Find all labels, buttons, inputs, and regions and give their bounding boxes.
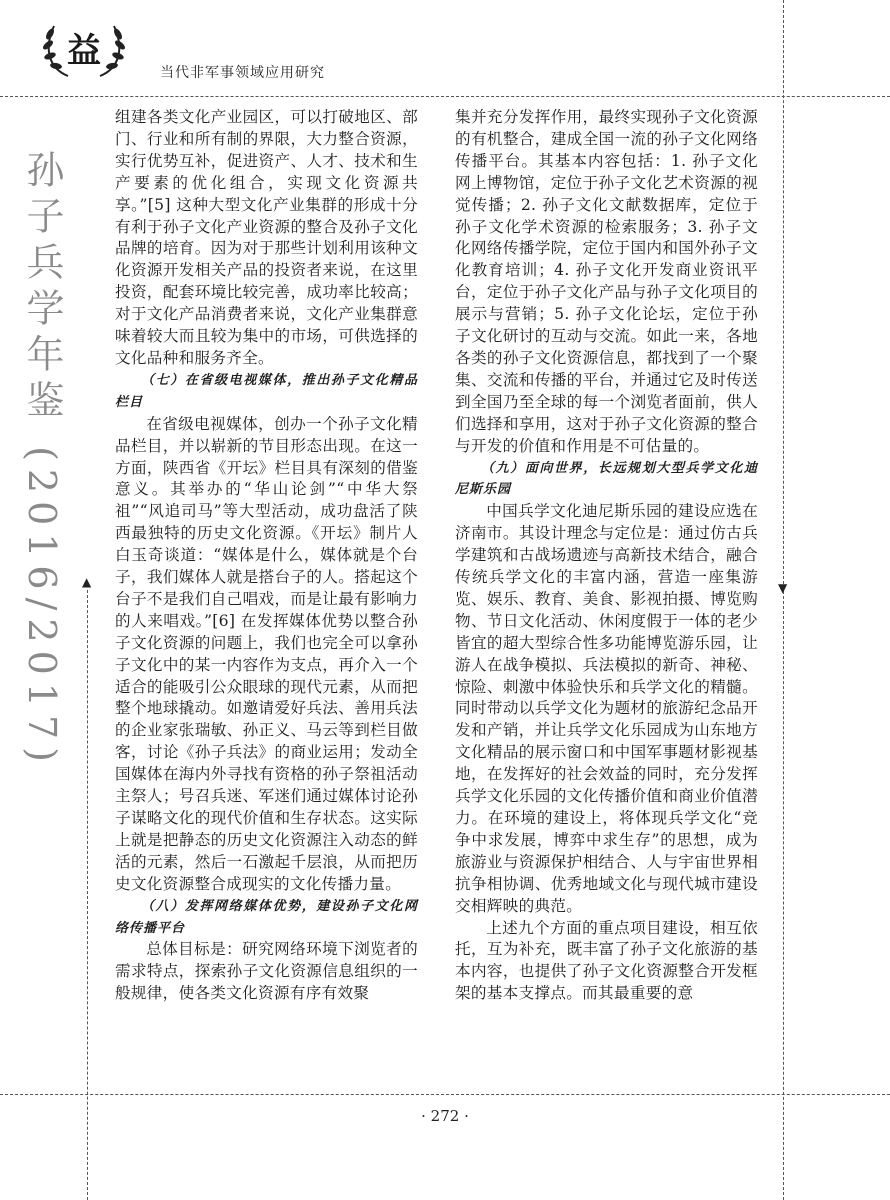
body-paragraph: 组建各类文化产业园区，可以打破地区、部门、行业和所有制的界限，大力整合资源，实行优势互补，促进资产、人才、技术和生产要素的优化组合，实现文化资源共享。”[5] 这种大型文化产业集群的形成十分有利于孙子文化产业资源的整合及孙子文化品牌的培育。因为对于那些计划利用该种文化资源开发相关产品的投资者来说，在这里投资，配套环境比较完善，成功率比较高；对于文化产品消费者来说，文化产业集群意味着较大而且较为集中的市场，可供选择的文化品种和服务齐全。	[115, 108, 418, 367]
arrow-up-icon: ▲	[82, 575, 92, 589]
header-rule	[0, 96, 890, 97]
right-margin-rule	[783, 0, 784, 1200]
section-heading: （七）在省级电视媒体，推出孙子文化精品栏目	[115, 372, 418, 410]
book-title-vertical: 孙子兵学年鉴 (2016/2017)	[20, 150, 64, 770]
body-paragraph: 上述九个方面的重点项目建设，相互依托，互为补充，既丰富了孙子文化旅游的基本内容，也提供了孙子文化资源整合开发框架的基本支撑点。而其最重要的意	[455, 918, 758, 1003]
right-text-column	[455, 107, 758, 1005]
body-paragraph: 在省级电视媒体，创办一个孙子文化精品栏目，并以崭新的节目形态出现。在这一方面，陕西省《开坛》栏目具有深刻的借鉴意义。其举办的“华山论剑”“中华大祭祖”“风追司马”等大型活动，成功盘活了陕西最独特的历史文化资源。《开坛》制片人白玉奇谈道：“媒体是什么，媒体就是个台子，我们媒体人就是搭台子的人。搭起这个台子不是我们自己唱戏，而是让最有影响力的人来唱戏。”[6] 在发挥媒体优势以整合孙子文化资源的问题上，我们也完全可以拿孙子文化中的某一内容作为支点，再介入一个适合的能吸引公众眼球的现代元素，从而把整个地球撬动。如邀请爱好兵法、善用兵法的企业家张瑞敏、孙正义、马云等到栏目做客，讨论《孙子兵法》的商业运用；发动全国媒体在海内外寻找有资格的孙子祭祖活动主祭人；号召兵迷、军迷们通过媒体讨论孙子谋略文化的现代价值和生存状态。这实际上就是把静态的历史文化资源注入动态的鲜活的元素，然后一石激起千层浪，从而把历史文化资源整合成现实的文化传播力量。	[115, 414, 418, 893]
left-text-column	[115, 107, 418, 1005]
page-number: · 272 ·	[421, 1107, 469, 1125]
logo-character: 益	[67, 31, 101, 71]
section-heading: （八）发挥网络媒体优势，建设孙子文化网络传播平台	[115, 898, 418, 936]
body-paragraph: 中国兵学文化迪尼斯乐园的建设应选在济南市。其设计理念与定位是：通过仿古兵学建筑和古战场遗迹与高新技术结合，融合传统兵学文化的丰富内涵，营造一座集游览、娱乐、教育、美食、影视拍摄、博览购物、节日文化活动、休闲度假于一体的老少皆宜的超大型综合性多功能博览游乐园，让游人在战争模拟、兵法模拟的新奇、神秘、惊险、刺激中体验快乐和兵学文化的精髓。同时带动以兵学文化为题材的旅游纪念品开发和产销，并让兵学文化乐园成为山东地方文化精品的展示窗口和中国军事题材影视基地，在发挥好的社会效益的同时，充分发挥兵学文化乐园的文化传播价值和商业价值潜力。在环境的建设上，将体现兵学文化“竞争中求发展，博弈中求生存”的思想，成为旅游业与资源保护相结合、人与宇宙世界相抗争相协调、优秀地域文化与现代城市建设交相辉映的典范。	[455, 502, 758, 915]
body-paragraph: 集并充分发挥作用，最终实现孙子文化资源的有机整合，建成全国一流的孙子文化网络传播平台。其基本内容包括：1. 孙子文化网上博物馆，定位于孙子文化艺术资源的视觉传播；2. 孙子文化文献数据库，定位于孙子文化学术资源的检索服务；3. 孙子文化网络传播学院，定位于国内和国外孙子文化教育培训；4. 孙子文化开发商业资讯平台，定位于孙子文化产品与孙子文化项目的展示与营销；5. 孙子文化论坛，定位于孙子文化研讨的互动与交流。如此一来，各地各类的孙子文化资源信息，都找到了一个聚集、交流和传播的平台，并通过它及时传送到全国乃至全球的每一个浏览者面前，供人们选择和享用，这对于孙子文化资源的整合与开发的价值和作用是不可估量的。	[455, 108, 758, 455]
running-header-title: 当代非军事领域应用研究	[160, 65, 325, 81]
laurel-logo-icon	[38, 18, 130, 80]
footer-rule	[0, 1094, 890, 1095]
arrow-down-icon: ▼	[778, 581, 788, 595]
body-paragraph: 总体目标是：研究网络环境下浏览者的需求特点，探索孙子文化资源信息组织的一般规律，使各类文化资源有序有效聚	[115, 940, 418, 1003]
section-heading: （九）面向世界，长远规划大型兵学文化迪尼斯乐园	[455, 460, 758, 498]
